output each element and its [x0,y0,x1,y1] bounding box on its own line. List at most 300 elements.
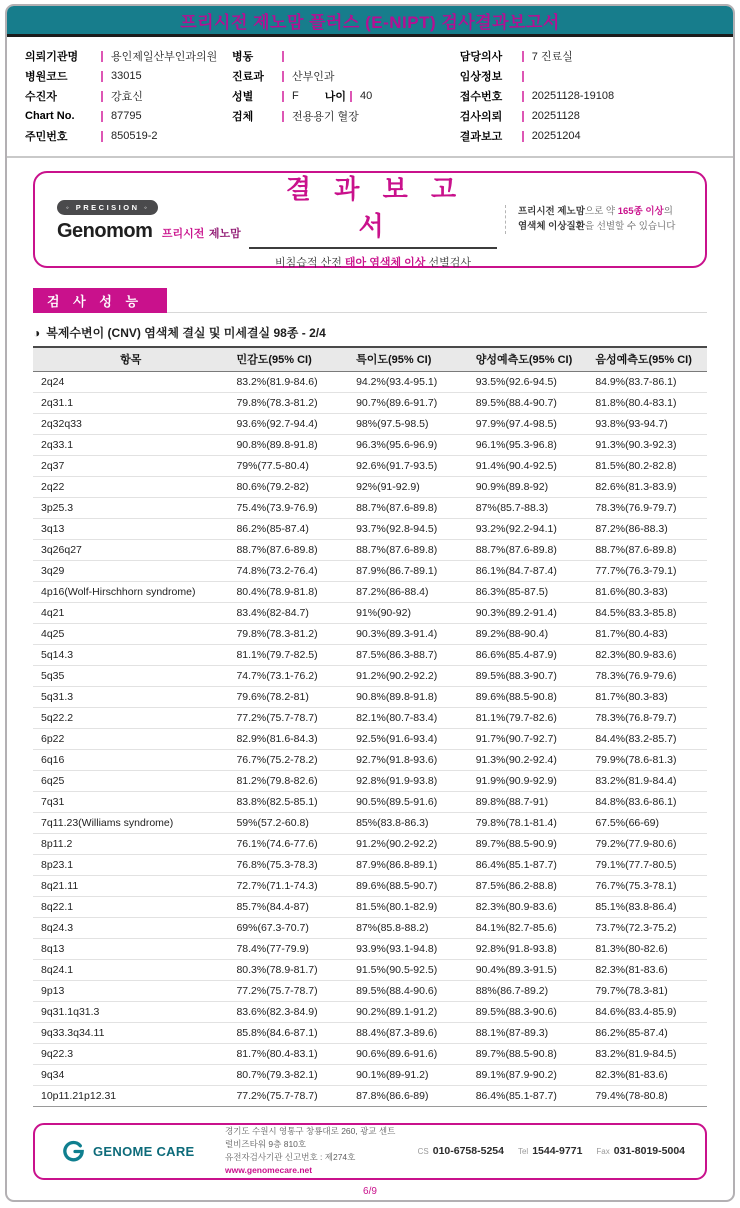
value-cell: 84.1%(82.7-85.6) [468,917,588,938]
value-cell: 90.3%(89.3-91.4) [348,623,468,644]
info-separator [522,91,524,102]
value-cell: 89.5%(88.4-90.7) [468,392,588,413]
value-cell: 83.2%(81.9-84.4) [587,770,707,791]
item-cell: 7q11.23(Williams syndrome) [33,812,228,833]
note-text-1: 으로 약 [584,205,618,217]
item-cell: 5q35 [33,665,228,686]
value-cell: 87%(85.8-88.2) [348,917,468,938]
contact-cs-value: 010-6758-5254 [432,1145,504,1157]
footer-website: www.genomecare.net [225,1165,313,1176]
value-cell: 88.7%(87.6-89.8) [348,497,468,518]
value-cell: 87.2%(86-88.3) [587,518,707,539]
value-cell: 69%(67.3-70.7) [228,917,348,938]
table-row [33,476,707,497]
brand-name-kr-1: 프리시전 [161,227,205,240]
table-row [33,539,707,560]
value-cell: 76.7%(75.2-78.2) [228,749,348,770]
note-bold-2: 염색체 이상질환 [518,220,585,232]
value-cell: 87.5%(86.3-88.7) [348,644,468,665]
table-row [33,497,707,518]
item-cell: 5q22.2 [33,707,228,728]
value-cell: 82.6%(81.3-83.9) [587,476,707,497]
contact-tel [518,1145,582,1157]
value-cell: 91.5%(90.5-92.5) [348,959,468,980]
value-cell: 91.9%(90.9-92.9) [468,770,588,791]
table-body [33,371,707,1106]
value-cell: 81.7%(80.3-83) [587,686,707,707]
value-cell: 77.7%(76.3-79.1) [587,560,707,581]
value-cell: 93.8%(93-94.7) [587,413,707,434]
item-cell: 2q37 [33,455,228,476]
footer-address: 경기도 수원시 영통구 창룡대로 260, 광교 센트럴비즈타워 9층 810호 [225,1125,396,1149]
value-cell: 92.5%(91.6-93.4) [348,728,468,749]
info-label: 검사의뢰 [459,111,503,123]
value-cell: 91.2%(90.2-92.2) [348,665,468,686]
section-title-badge: 검 사 성 능 [33,288,167,313]
value-cell: 88.1%(87-89.3) [468,1022,588,1043]
value-cell: 79.6%(78.2-81) [228,686,348,707]
table-row [33,770,707,791]
table-row [33,791,707,812]
value-cell: 98%(97.5-98.5) [348,413,468,434]
info-value: 20251128 [531,110,580,122]
value-cell: 83.4%(82-84.7) [228,602,348,623]
value-cell: 91.4%(90.4-92.5) [468,455,588,476]
info-label: 병원코드 [25,71,68,83]
table-row [33,833,707,854]
item-cell: 8q22.1 [33,896,228,917]
value-cell: 85.8%(84.6-87.1) [228,1022,348,1043]
value-cell: 87%(85.7-88.3) [468,497,588,518]
info-separator [282,71,284,82]
value-cell: 89.2%(88-90.4) [468,623,588,644]
report-title: 프리시전 제노맘 플러스 (E-NIPT) 검사결과보고서 [180,12,560,32]
value-cell: 79.8%(78.3-81.2) [228,392,348,413]
value-cell: 73.7%(72.3-75.2) [587,917,707,938]
info-field-chart-no [25,106,232,126]
footer-address-block [225,1125,402,1178]
table-row [33,917,707,938]
item-cell: 9q33.3q34.11 [33,1022,228,1043]
table-row [33,1022,707,1043]
value-cell: 89.1%(87.9-90.2) [468,1064,588,1085]
footer-license: 유전자검사기관 신고번호 : 제274호 [225,1152,356,1162]
value-cell: 89.6%(88.5-90.7) [348,875,468,896]
value-cell: 82.9%(81.6-84.3) [228,728,348,749]
value-cell: 82.1%(80.7-83.4) [348,707,468,728]
subtitle-text: 비침습적 산전 [275,257,345,269]
info-label: 나이 [324,91,346,103]
value-cell: 92%(91-92.9) [348,476,468,497]
table-row [33,413,707,434]
info-field-specimen [232,106,460,126]
info-column-middle [232,46,460,146]
item-cell: 9p13 [33,980,228,1001]
value-cell: 89.6%(88.5-90.8) [468,686,588,707]
value-cell: 78.3%(76.9-79.7) [587,497,707,518]
value-cell: 83.2%(81.9-84.6) [228,371,348,392]
note-brand: 프리시전 제노맘 [518,205,585,217]
caption-text: 복제수변이 (CNV) 염색체 결실 및 미세결실 98종 - 2/4 [46,326,326,340]
item-cell: 8p11.2 [33,833,228,854]
result-report-header [33,171,707,268]
value-cell: 87.8%(86.6-89) [348,1085,468,1106]
info-label: Chart No. [25,110,75,122]
info-field-doctor [460,46,715,66]
info-value: 33015 [111,70,142,82]
value-cell: 89.5%(88.4-90.6) [348,980,468,1001]
value-cell: 82.3%(81-83.6) [587,1064,707,1085]
value-cell: 91.2%(90.2-92.2) [348,833,468,854]
table-row [33,875,707,896]
subtitle-text-end: 선별검사 [425,257,471,269]
item-cell: 9q34 [33,1064,228,1085]
table-row [33,1085,707,1106]
value-cell: 83.2%(81.9-84.5) [587,1043,707,1064]
value-cell: 82.3%(80.9-83.6) [468,896,588,917]
value-cell: 84.4%(83.2-85.7) [587,728,707,749]
column-header: 음성예측도(95% CI) [587,347,707,371]
item-cell: 9q22.3 [33,1043,228,1064]
value-cell: 77.2%(75.7-78.7) [228,1085,348,1106]
info-field-report-date [460,126,715,146]
page-number: 6/9 [363,1185,377,1197]
note-highlight: 165종 이상 [617,205,664,217]
info-separator [282,111,284,122]
value-cell: 74.8%(73.2-76.4) [228,560,348,581]
value-cell: 81.2%(79.8-82.6) [228,770,348,791]
info-label: 병동 [232,51,254,63]
item-cell: 6q16 [33,749,228,770]
table-row [33,812,707,833]
table-row [33,686,707,707]
info-label: 주민번호 [25,131,68,143]
value-cell: 86.6%(85.4-87.9) [468,644,588,665]
value-cell: 83.6%(82.3-84.9) [228,1001,348,1022]
value-cell: 92.8%(91.9-93.8) [348,770,468,791]
info-separator [522,131,524,142]
info-field-department [232,66,460,86]
info-field-ward [232,46,460,66]
report-page [5,4,735,1202]
table-row [33,728,707,749]
value-cell: 87.2%(86-88.4) [348,581,468,602]
value-cell: 91.7%(90.7-92.7) [468,728,588,749]
value-cell: 75.4%(73.9-76.9) [228,497,348,518]
item-cell: 3q13 [33,518,228,539]
table-row [33,392,707,413]
table-header-row [33,347,707,371]
info-label: 수진자 [25,91,57,103]
info-separator [350,91,352,102]
result-report-title: 결 과 보 고 서 [249,169,497,249]
value-cell: 86.2%(85-87.4) [228,518,348,539]
item-cell: 2q22 [33,476,228,497]
column-header: 양성예측도(95% CI) [468,347,588,371]
table-row [33,1064,707,1085]
value-cell: 88.7%(87.6-89.8) [468,539,588,560]
value-cell: 89.5%(88.3-90.7) [468,665,588,686]
value-cell: 74.7%(73.1-76.2) [228,665,348,686]
value-cell: 76.1%(74.6-77.6) [228,833,348,854]
table-row [33,938,707,959]
info-value: 용인제일산부인과의원 [111,51,218,63]
value-cell: 93.6%(92.7-94.4) [228,413,348,434]
table-row [33,371,707,392]
table-row [33,980,707,1001]
value-cell: 77.2%(75.7-78.7) [228,707,348,728]
info-field-hospital-code [25,66,232,86]
info-field-clinical-info [460,66,715,86]
value-cell: 76.7%(75.3-78.1) [587,875,707,896]
value-cell: 93.5%(92.6-94.5) [468,371,588,392]
contact-cs [418,1145,504,1157]
info-column-left [25,46,232,146]
item-cell: 8q13 [33,938,228,959]
info-label: 진료과 [232,71,264,83]
item-cell: 3q26q27 [33,539,228,560]
value-cell: 91.3%(90.3-92.3) [587,434,707,455]
info-field-resident-no [25,126,232,146]
info-field-receipt-no [460,86,715,106]
table-row [33,665,707,686]
value-cell: 90.9%(89.8-92) [468,476,588,497]
value-cell: 89.7%(88.5-90.8) [468,1043,588,1064]
result-subtitle [249,254,497,270]
table-row [33,707,707,728]
info-field-sex-age [232,86,460,106]
contact-cs-label: CS [417,1147,429,1156]
genomecare-logo-icon [61,1139,86,1164]
value-cell: 90.5%(89.5-91.6) [348,791,468,812]
info-field-patient [25,86,232,106]
item-cell: 9q31.1q31.3 [33,1001,228,1022]
info-label: 임상정보 [459,71,503,83]
section-header [33,288,707,313]
item-cell: 3q29 [33,560,228,581]
contact-fax-label: Fax [596,1147,610,1156]
subtitle-highlight: 태아 염색체 이상 [344,257,426,269]
value-cell: 88.7%(87.6-89.8) [348,539,468,560]
value-cell: 85%(83.8-86.3) [348,812,468,833]
column-header: 항목 [33,347,228,371]
value-cell: 72.7%(71.1-74.3) [228,875,348,896]
item-cell: 8q24.1 [33,959,228,980]
table-row [33,602,707,623]
value-cell: 90.7%(89.6-91.7) [348,392,468,413]
value-cell: 90.1%(89-91.2) [348,1064,468,1085]
info-separator [522,71,524,82]
info-label: 담당의사 [459,51,503,63]
precision-badge: ◦ PRECISION ◦ [57,200,158,215]
item-cell: 2q24 [33,371,228,392]
brand-name-kr-2: 제노맘 [208,227,241,240]
table-row [33,560,707,581]
value-cell: 79.4%(78-80.8) [587,1085,707,1106]
value-cell: 90.2%(89.1-91.2) [348,1001,468,1022]
info-label: 결과보고 [459,131,503,143]
value-cell: 92.8%(91.8-93.8) [468,938,588,959]
table-row [33,896,707,917]
value-cell: 88%(86.7-89.2) [468,980,588,1001]
note-text-3: 을 선별할 수 있습니다 [584,220,676,232]
value-cell: 90.8%(89.8-91.8) [348,686,468,707]
value-cell: 82.3%(81-83.6) [587,959,707,980]
value-cell: 85.1%(83.8-86.4) [587,896,707,917]
info-separator [282,51,284,62]
contact-fax-value: 031-8019-5004 [613,1145,685,1157]
info-value: 20251128-19108 [531,90,615,102]
item-cell: 8p23.1 [33,854,228,875]
value-cell: 86.3%(85-87.5) [468,581,588,602]
info-separator [101,71,103,82]
table-row [33,959,707,980]
info-value: 20251204 [531,130,581,142]
brand-line [57,220,249,243]
value-cell: 87.9%(86.8-89.1) [348,854,468,875]
value-cell: 97.9%(97.4-98.5) [468,413,588,434]
result-note [505,205,687,234]
value-cell: 89.5%(88.3-90.6) [468,1001,588,1022]
info-value: 87795 [111,110,142,122]
patient-info-section [7,34,733,158]
value-cell: 67.5%(66-69) [587,812,707,833]
info-separator [101,131,103,142]
value-cell: 81.7%(80.4-83) [587,623,707,644]
info-value: 850519-2 [111,130,158,142]
value-cell: 90.4%(89.3-91.5) [468,959,588,980]
footer [33,1123,707,1180]
item-cell: 4p16(Wolf-Hirschhorn syndrome) [33,581,228,602]
value-cell: 81.5%(80.1-82.9) [348,896,468,917]
info-value: 전용용기 혈장 [292,111,359,123]
info-value: 산부인과 [292,71,335,83]
info-label: 검체 [232,111,254,123]
item-cell: 10p11.21p12.31 [33,1085,228,1106]
info-separator [282,91,284,102]
value-cell: 79.9%(78.6-81.3) [587,749,707,770]
info-separator [101,111,103,122]
item-cell: 8q24.3 [33,917,228,938]
value-cell: 59%(57.2-60.8) [228,812,348,833]
item-cell: 5q14.3 [33,644,228,665]
report-title-bar [7,6,733,34]
value-cell: 91%(90-92) [348,602,468,623]
table-row [33,518,707,539]
value-cell: 79%(77.5-80.4) [228,455,348,476]
value-cell: 79.7%(78.3-81) [587,980,707,1001]
value-cell: 90.6%(89.6-91.6) [348,1043,468,1064]
info-value: 40 [360,90,373,102]
table-row [33,1043,707,1064]
value-cell: 86.4%(85.1-87.7) [468,854,588,875]
info-field-orderer [25,46,232,66]
info-value: 강효신 [111,91,143,103]
value-cell: 78.3%(76.8-79.7) [587,707,707,728]
value-cell: 82.3%(80.9-83.6) [587,644,707,665]
item-cell: 4q25 [33,623,228,644]
brand-name: Genomom [57,219,153,242]
note-text-2: 의 [663,205,673,217]
value-cell: 78.3%(76.9-79.6) [587,665,707,686]
result-title-block [249,169,505,270]
value-cell: 90.3%(89.2-91.4) [468,602,588,623]
value-cell: 84.6%(83.4-85.9) [587,1001,707,1022]
value-cell: 81.8%(80.4-83.1) [587,392,707,413]
value-cell: 81.6%(80.3-83) [587,581,707,602]
item-cell: 2q33.1 [33,434,228,455]
value-cell: 76.8%(75.3-78.3) [228,854,348,875]
value-cell: 89.8%(88.7-91) [468,791,588,812]
item-cell: 2q31.1 [33,392,228,413]
value-cell: 93.9%(93.1-94.8) [348,938,468,959]
value-cell: 79.2%(77.9-80.6) [587,833,707,854]
value-cell: 78.4%(77-79.9) [228,938,348,959]
value-cell: 81.3%(80-82.6) [587,938,707,959]
value-cell: 80.7%(79.3-82.1) [228,1064,348,1085]
value-cell: 94.2%(93.4-95.1) [348,371,468,392]
item-cell: 3p25.3 [33,497,228,518]
performance-table [33,346,707,1107]
value-cell: 92.7%(91.8-93.6) [348,749,468,770]
genomecare-logo-text: GENOME CARE [93,1143,195,1159]
item-cell: 6p22 [33,728,228,749]
contact-tel-value: 1544-9771 [532,1145,583,1157]
value-cell: 96.3%(95.6-96.9) [348,434,468,455]
item-cell: 2q32q33 [33,413,228,434]
value-cell: 84.9%(83.7-86.1) [587,371,707,392]
info-separator [101,51,103,62]
value-cell: 81.1%(79.7-82.5) [228,644,348,665]
table-row [33,1001,707,1022]
table-row [33,854,707,875]
value-cell: 92.6%(91.7-93.5) [348,455,468,476]
value-cell: 84.5%(83.3-85.8) [587,602,707,623]
value-cell: 90.8%(89.8-91.8) [228,434,348,455]
value-cell: 87.5%(86.2-88.8) [468,875,588,896]
value-cell: 85.7%(84.4-87) [228,896,348,917]
value-cell: 88.7%(87.6-89.8) [228,539,348,560]
column-header: 특이도(95% CI) [348,347,468,371]
value-cell: 79.1%(77.7-80.5) [587,854,707,875]
value-cell: 93.2%(92.2-94.1) [468,518,588,539]
value-cell: 91.3%(90.2-92.4) [468,749,588,770]
item-cell: 7q31 [33,791,228,812]
info-value: 7 진료실 [531,51,573,63]
table-caption [33,324,707,341]
info-separator [522,51,524,62]
genomecare-logo [61,1139,209,1164]
value-cell: 83.8%(82.5-85.1) [228,791,348,812]
info-label: 성별 [232,91,254,103]
table-row [33,749,707,770]
table-row [33,644,707,665]
value-cell: 84.8%(83.6-86.1) [587,791,707,812]
info-label: 접수번호 [459,91,503,103]
value-cell: 88.7%(87.6-89.8) [587,539,707,560]
table-row [33,623,707,644]
value-cell: 87.9%(86.7-89.1) [348,560,468,581]
genomom-logo [57,197,249,243]
table-row [33,581,707,602]
value-cell: 88.4%(87.3-89.6) [348,1022,468,1043]
value-cell: 86.4%(85.1-87.7) [468,1085,588,1106]
value-cell: 81.1%(79.7-82.6) [468,707,588,728]
value-cell: 81.5%(80.2-82.8) [587,455,707,476]
item-cell: 8q21.11 [33,875,228,896]
value-cell: 96.1%(95.3-96.8) [468,434,588,455]
contact-tel-label: Tel [517,1147,529,1156]
